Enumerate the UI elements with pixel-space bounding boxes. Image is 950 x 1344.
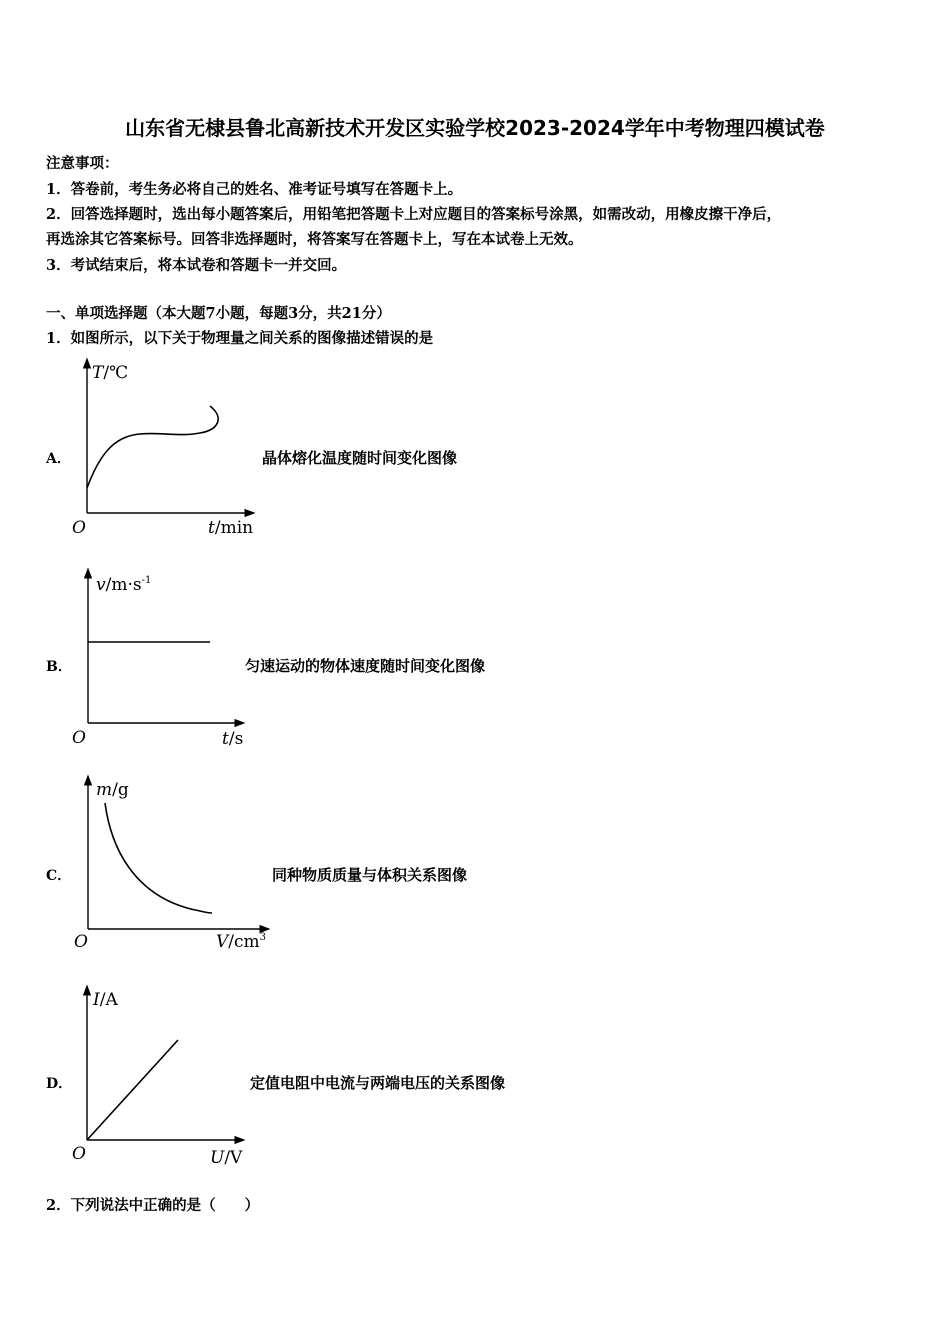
graph-a-x-label: t/min [208,518,254,538]
notice-item-2-cont: 再选涂其它答案标号。回答非选择题时，将答案写在答题卡上，写在本试卷上无效。 [46,231,583,248]
notice-item-1: 1．答卷前，考生务必将自己的姓名、准考证号填写在答题卡上。 [46,181,463,198]
graph-c-curve [105,803,212,913]
question-1-stem: 1．如图所示，以下关于物理量之间关系的图像描述错误的是 [46,330,434,347]
graph-c-x-label: $V/cm^3$ [216,932,267,952]
option-c-text: 同种物质质量与体积关系图像 [272,866,468,884]
option-a-text: 晶体熔化温度随时间变化图像 [262,449,458,467]
graph-a-y-label: T/℃ [92,363,129,383]
graph-d-y-label: I/A [93,990,118,1010]
graph-a-curve [87,406,218,488]
option-d-letter: D． [46,1076,73,1092]
notice-heading: 注意事项： [46,155,119,172]
graph-c-y-label: m/g [96,780,129,800]
option-d-text: 定值电阻中电流与两端电压的关系图像 [250,1074,506,1092]
section-heading: 一、单项选择题（本大题7小题，每题3分，共21分） [46,305,391,322]
graph-b [60,568,270,753]
option-a-letter: A． [46,451,71,467]
option-b-letter: B． [46,659,72,675]
notice-item-2: 2．回答选择题时，选出每小题答案后，用铅笔把答题卡上对应题目的答案标号涂黑，如需改动，用橡皮擦干净后， [46,206,782,223]
graph-b-x-label: t/s [222,729,244,749]
graph-d-origin: O [72,1144,86,1164]
graph-d [60,985,270,1170]
graph-b-origin: O [72,728,86,748]
notice-item-3: 3．考试结束后，将本试卷和答题卡一并交回。 [46,257,347,274]
graph-d-line [87,1040,178,1140]
question-2-stem: 2．下列说法中正确的是（ ） [46,1197,260,1214]
graph-c-origin: O [74,932,88,952]
option-c-letter: C． [46,868,72,884]
graph-a [60,358,270,543]
graph-c [60,775,275,960]
graph-b-y-label: $v/m\cdot s^{-1}$ [96,575,152,595]
graph-d-x-label: U/V [210,1148,243,1168]
graph-a-origin: O [72,518,86,538]
option-b-text: 匀速运动的物体速度随时间变化图像 [245,657,486,675]
paper-title: 山东省无棣县鲁北高新技术开发区实验学校2023-2024学年中考物理四模试卷 [125,116,825,140]
